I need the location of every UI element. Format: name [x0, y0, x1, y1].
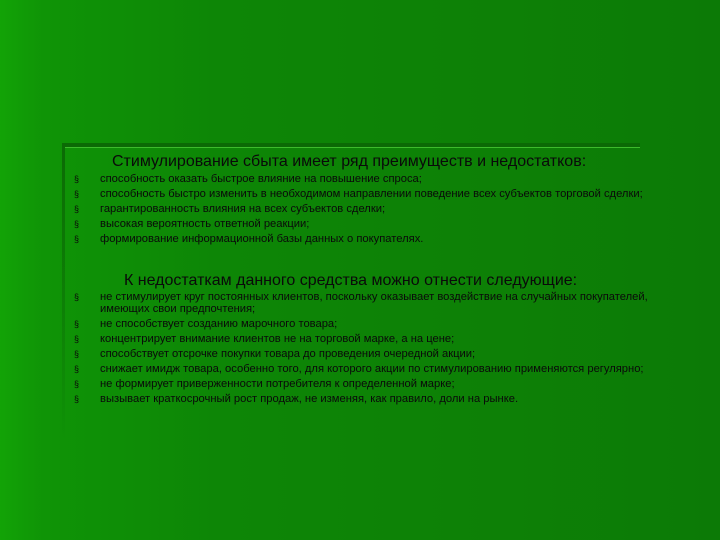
bullet-marker-icon: §	[74, 348, 80, 359]
disadvantages-list	[0, 292, 720, 409]
list-item-text: не стимулирует круг постоянных клиентов, поскольку оказывает воздействие на случайных покупателей, имеющих свои предпочтения;	[100, 291, 648, 315]
bullet-marker-icon: §	[74, 363, 80, 374]
list-item	[0, 334, 670, 346]
bullet-marker-icon: §	[74, 189, 80, 200]
list-item-text: формирование информационной базы данных о покупателях.	[100, 233, 424, 246]
advantages-list	[0, 174, 720, 249]
list-item	[0, 394, 670, 406]
list-item-text: вызывает краткосрочный рост продаж, не изменяя, как правило, доли на рынке.	[100, 393, 519, 406]
list-item	[0, 292, 670, 315]
list-item	[0, 364, 670, 376]
bullet-marker-icon: §	[74, 318, 80, 329]
bullet-marker-icon: §	[74, 292, 80, 302]
bullet-marker-icon: §	[74, 333, 80, 344]
list-item	[0, 349, 670, 361]
list-item-text: способность оказать быстрое влияние на повышение спроса;	[100, 173, 422, 185]
list-item-text: способствует отсрочке покупки товара до проведения очередной акции;	[100, 347, 476, 360]
disadvantages-heading: К недостаткам данного средства можно отнести следующие:	[124, 272, 578, 289]
list-item-text: не способствует созданию марочного товара;	[100, 317, 338, 330]
bullet-marker-icon: §	[74, 219, 80, 230]
list-item	[0, 189, 670, 201]
list-item-text: концентрирует внимание клиентов не на торговой марке, а на цене;	[100, 332, 455, 345]
list-item	[0, 219, 670, 231]
bullet-marker-icon: §	[74, 379, 80, 390]
bullet-marker-icon: §	[74, 174, 80, 184]
list-item-text: гарантированность влияния на всех субъектов сделки;	[100, 203, 386, 216]
bullet-marker-icon: §	[74, 394, 80, 405]
advantages-heading: Стимулирование сбыта имеет ряд преимуществ и недостатков:	[112, 153, 587, 170]
list-item-text: способность быстро изменить в необходимом направлении поведение всех субъектов торговой сделки;	[100, 188, 643, 201]
bullet-marker-icon: §	[74, 204, 80, 215]
list-item	[0, 379, 670, 391]
list-item	[0, 174, 670, 186]
list-item-text: высокая вероятность ответной реакции;	[100, 218, 310, 231]
list-item-text: снижает имидж товара, особенно того, для которого акции по стимулированию применяются регулярно;	[100, 362, 644, 375]
list-item	[0, 319, 670, 331]
list-item	[0, 204, 670, 216]
list-item	[0, 234, 670, 246]
list-item-text: не формирует приверженности потребителя к определенной марке;	[100, 378, 455, 391]
bullet-marker-icon: §	[74, 234, 80, 245]
